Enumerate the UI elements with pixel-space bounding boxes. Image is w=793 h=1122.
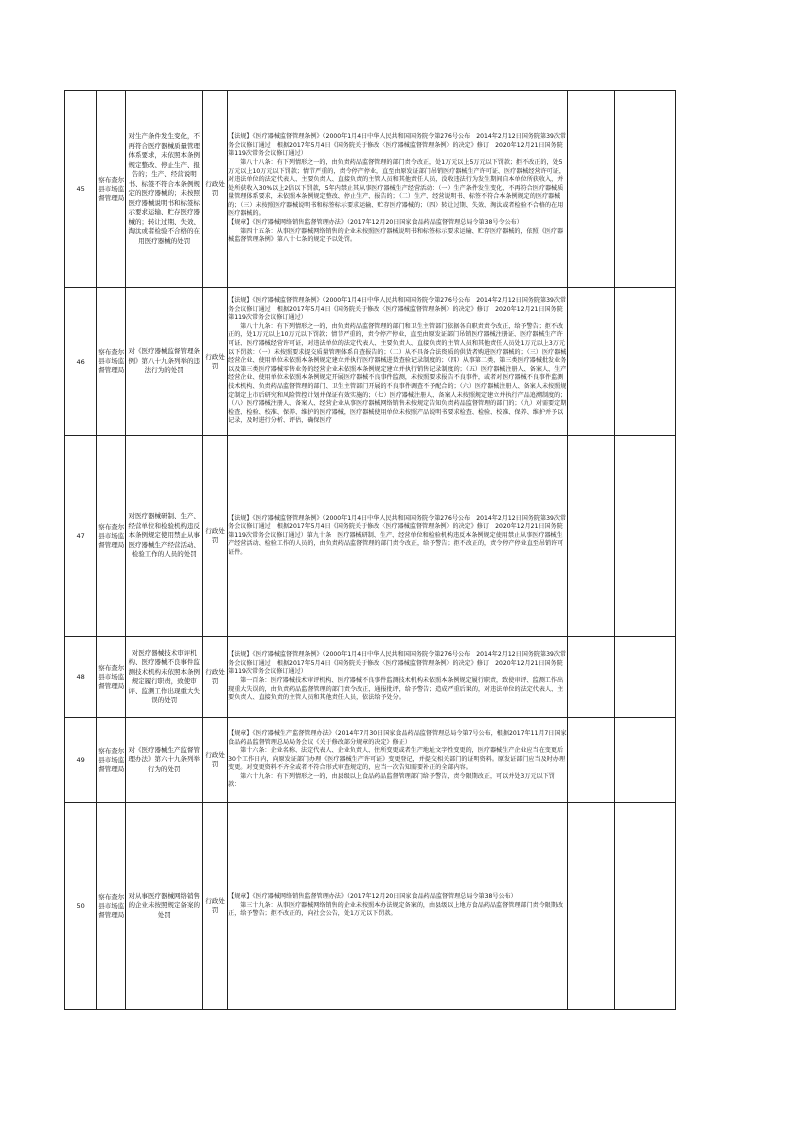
empty-cell <box>614 288 675 436</box>
table-row <box>65 91 676 288</box>
table-row <box>65 436 676 637</box>
item-type: 行政处罚 <box>203 803 228 1010</box>
empty-cell <box>567 718 614 803</box>
item-name: 对生产条件发生变化，不再符合医疗器械质量管理体系要求，未依照本条例规定整改、停止生产、报告的；生产、经营说明书、标签不符合本条例规定的医疗器械的；未按照医疗器械说明书和标签标示要求运输、贮存医疗器械的；转让过期、失效、淘汰或者检验不合格的在用医疗器械的处罚 <box>126 91 203 288</box>
item-type: 行政处罚 <box>203 288 228 436</box>
item-name: 对医疗器械研制、生产、经营单位和检验机构违反本条例规定使用禁止从事医疗器械生产经营活动、检验工作的人员的处罚 <box>126 436 203 637</box>
item-type: 行政处罚 <box>203 718 228 803</box>
empty-cell <box>567 803 614 1010</box>
row-number: 46 <box>65 288 97 436</box>
empty-cell <box>567 91 614 288</box>
empty-cell <box>567 288 614 436</box>
item-name: 对《医疗器械生产监督管理办法》第六十九条列举行为的处罚 <box>126 718 203 803</box>
row-number: 50 <box>65 803 97 1010</box>
empty-cell <box>567 637 614 718</box>
empty-cell <box>614 436 675 637</box>
legal-basis <box>228 288 568 436</box>
implementing-agency: 察布查尔县市场监督管理局 <box>97 637 126 718</box>
legal-basis <box>228 803 568 1010</box>
table-row <box>65 718 676 803</box>
empty-cell <box>614 637 675 718</box>
row-number: 45 <box>65 91 97 288</box>
basis-paragraph: 第四十五条：从事医疗器械网络销售的企业未按照医疗器械说明书和标签标示要求运输、贮存医疗器械的，依照《医疗器械监督管理条例》第八十七条的规定予以处罚。 <box>228 227 564 244</box>
implementing-agency: 察布查尔县市场监督管理局 <box>97 436 126 637</box>
item-type: 行政处罚 <box>203 91 228 288</box>
empty-cell <box>614 803 675 1010</box>
basis-paragraph: 第六十九条：有下列情形之一的，由县级以上食品药品监督管理部门给予警告，责令限期改正，可以并处3万元以下罚款： <box>228 772 555 789</box>
basis-paragraph: 【法规】《医疗器械监督管理条例》（2000年1月4日中华人民共和国国务院令第276号公布 2014年2月12日国务院第39次常务会议修订通过 根据2017年5月4日《国务院关于修改〈医疗器械监督管理条例〉的决定》修订 2020年12月21日国务院第119次常务会议修订通过） <box>228 133 567 158</box>
item-type: 行政处罚 <box>203 637 228 718</box>
implementing-agency: 察布查尔县市场监督管理局 <box>97 288 126 436</box>
implementing-agency: 察布查尔县市场监督管理局 <box>97 91 126 288</box>
row-number: 48 <box>65 637 97 718</box>
basis-paragraph: 【法规】《医疗器械监督管理条例》（2000年1月4日中华人民共和国国务院令第276号公布 2014年2月12日国务院第39次常务会议修订通过 根据2017年5月4日《国务院关于修改〈医疗器械监督管理条例〉的决定》修订 2020年12月21日国务院第119次常务会议修订通过） <box>228 297 567 322</box>
basis-paragraph: 【规章】《医疗器械生产监督管理办法》（2014年7月30日国家食品药品监督管理总局令第7号公布，根据2017年11月7日国家食品药品监督管理总局局务会议《关于修改部分规章的决定》修正） <box>228 729 567 746</box>
empty-cell <box>614 718 675 803</box>
empty-cell <box>567 436 614 637</box>
legal-basis <box>228 436 568 637</box>
implementing-agency: 察布查尔县市场监督管理局 <box>97 803 126 1010</box>
empty-cell <box>614 91 675 288</box>
item-name: 对医疗器械技术审评机构、医疗器械不良事件监测技术机构未依照本条例规定履行职责，致使审评、监测工作出现重大失误的处罚 <box>126 637 203 718</box>
legal-basis <box>228 91 568 288</box>
legal-basis <box>228 718 568 803</box>
basis-paragraph: 第一百条：医疗器械技术审评机构、医疗器械不良事件监测技术机构未依照本条例规定履行职责，致使审评、监测工作出现重大失误的，由负责药品监督管理的部门责令改正，通报批评，给予警告；造成严重后果的，对违法单位的法定代表人、主要负责人、直接负责的主管人员和其他责任人员，依法给予处分。 <box>228 677 564 702</box>
basis-paragraph: 第八十八条：有下列情形之一的，由负责药品监督管理的部门责令改正，处1万元以上5万元以下罚款；拒不改正的，处5万元以上10万元以下罚款；情节严重的，责令停产停业，直至由原发证部门吊销医疗器械生产许可证、医疗器械经营许可证，对违法单位的法定代表人、主要负责人、直接负责的主管人员和其他责任人员，没收违法行为发生期间自本单位所获收入，并处所获收入30%以上2倍以下罚款，5年内禁止其从事医疗器械生产经营活动：（一）生产条件发生变化、不再符合医疗器械质量管理体系要求，未依照本条例规定整改、停止生产、报告的；（二）生产、经营说明书、标签不符合本条例规定的医疗器械的；（三）未按照医疗器械说明书和标签标示要求运输、贮存医疗器械的；（四）转让过期、失效、淘汰或者检验不合格的在用医疗器械的。 <box>228 158 565 218</box>
row-number: 47 <box>65 436 97 637</box>
table-row <box>65 288 676 436</box>
basis-paragraph: 【法规】《医疗器械监督管理条例》（2000年1月4日中华人民共和国国务院令第276号公布 2014年2月12日国务院第39次常务会议修订通过 根据2017年5月4日《国务院关于修改〈医疗器械监督管理条例〉的决定》修订 2020年12月21日国务院第119次常务会议修订通过） <box>228 651 567 676</box>
legal-basis <box>228 637 568 718</box>
table-row <box>65 637 676 718</box>
penalty-table <box>64 90 676 1010</box>
item-name: 对《医疗器械监督管理条例》第八十九条列举的违法行为的处罚 <box>126 288 203 436</box>
basis-paragraph: 【规章】《医疗器械网络销售监督管理办法》（2017年12月20日国家食品药品监督管理总局令第38号公布） <box>228 893 517 901</box>
basis-paragraph: 【规章】《医疗器械网络销售监督管理办法》（2017年12月20日国家食品药品监督管理总局令第38号令公布） <box>228 219 523 227</box>
basis-paragraph: 第三十九条：从事医疗器械网络销售的企业未按照本办法规定备案的，由县级以上地方食品药品监督管理部门责令限期改正，给予警告；拒不改正的，向社会公告，处1万元以下罚款。 <box>228 901 564 918</box>
row-number: 49 <box>65 718 97 803</box>
implementing-agency: 察布查尔县市场监督管理局 <box>97 718 126 803</box>
item-type: 行政处罚 <box>203 436 228 637</box>
basis-paragraph: 第十六条：企业名称、法定代表人、企业负责人、住所变更或者生产地址文字性变更的，医疗器械生产企业应当在变更后30个工作日内，向原发证部门办理《医疗器械生产许可证》变更登记，并提交相关部门的证明资料。原发证部门应当及时办理变更。对变更资料不齐全或者不符合形式审查规定的，应当一次告知需要补正的全部内容。 <box>228 747 565 772</box>
table-row <box>65 803 676 1010</box>
basis-paragraph: 第八十九条：有下列情形之一的，由负责药品监督管理的部门和卫生主管部门依据各自职责责令改正，给予警告；拒不改正的，处1万元以上10万元以下罚款；情节严重的，责令停产停业，直至由原发证部门吊销医疗器械注册证、医疗器械生产许可证、医疗器械经营许可证，对违法单位的法定代表人、主要负责人、直接负责的主管人员和其他责任人员处1万元以上3万元以下罚款：（一）未按照要求提交质量管理体系自查报告的；（二）从不具备合法资质的供货者购进医疗器械的；（三）医疗器械经营企业、使用单位未依照本条例规定建立并执行医疗器械进货查验记录制度的；（四）从事第二类、第三类医疗器械批发业务以及第三类医疗器械零售业务的经营企业未依照本条例规定建立并执行销售记录制度的；（五）医疗器械注册人、备案人、生产经营企业、使用单位未依照本条例规定开展医疗器械不良事件监测，未按照要求报告不良事件，或者对医疗器械不良事件监测技术机构、负责药品监督管理的部门、卫生主管部门开展的不良事件调查不予配合的；（六）医疗器械注册人、备案人未按照规定制定上市后研究和风险管控计划并保证有效实施的；（七）医疗器械注册人、备案人未按照规定建立并执行产品追溯制度的；（八）医疗器械注册人、备案人、经营企业从事医疗器械网络销售未按规定告知负责药品监督管理的部门的；（九）对需要定期检查、检验、校准、保养、维护的医疗器械，医疗器械使用单位未按照产品说明书要求检查、检验、校准、保养、维护并予以记录，及时进行分析、评估，确保医疗 <box>228 322 567 425</box>
basis-paragraph: 【法规】《医疗器械监督管理条例》（2000年1月4日中华人民共和国国务院令第276号公布 2014年2月12日国务院第39次常务会议修订通过 根据2017年5月4日《国务院关于修改〈医疗器械监督管理条例〉的决定》修订 2020年12月21日国务院第119次常务会议修订通过）第九十条 医疗器械研制、生产、经营单位和检验机构违反本条例规定使用禁止从事医疗器械生产经营活动、检验工作的人员的，由负责药品监督管理的部门责令改正，给予警告；拒不改正的，责令停产停业直至吊销许可证件。 <box>228 514 567 556</box>
item-name: 对从事医疗器械网络销售的企业未按照规定备案的处罚 <box>126 803 203 1010</box>
